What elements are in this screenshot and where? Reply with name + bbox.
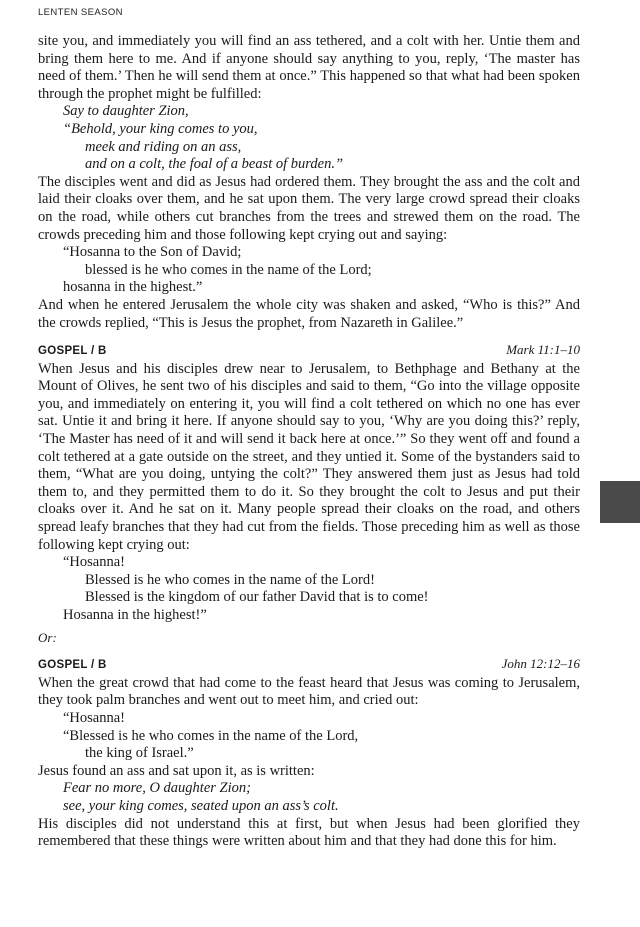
verse-line: see, your king comes, seated upon an ass’s colt. — [63, 797, 339, 814]
gospel-john-middle-paragraph: Jesus found an ass and sat upon it, as is written: — [38, 762, 315, 779]
verse-line: Fear no more, O daughter Zion; — [63, 780, 251, 797]
section-label: GOSPEL / B — [38, 345, 107, 358]
thumb-index-tab — [600, 481, 640, 523]
verse-line: Blessed is the kingdom of our father David that is to come! — [85, 589, 429, 606]
gospel-john-closing-paragraph: His disciples did not understand this at first, but when Jesus had been glorified they remembered that these things were written about him and that they had done this for him. — [38, 815, 580, 850]
scripture-citation: John 12:12–16 — [501, 656, 580, 672]
verse-line: “Hosanna! — [63, 554, 126, 571]
verse-line: Say to daughter Zion, — [63, 103, 189, 120]
reading-intro-paragraph: site you, and immediately you will find an ass tethered, and a colt with her. Untie them and bring them here to me. And if anyone should say anything to you, reply, ‘The master has need of them.’ Then he will send them at once.” This happened so that what had been spoken through the prophet might be fulfilled: — [38, 33, 580, 102]
verse-line: “Hosanna to the Son of David; — [63, 244, 242, 261]
section-label: GOSPEL / B — [38, 659, 107, 672]
verse-line: “Hosanna! — [63, 709, 126, 726]
verse-line: the king of Israel.” — [85, 745, 194, 762]
verse-line: blessed is he who comes in the name of the Lord; — [85, 261, 372, 278]
page-body — [38, 33, 580, 851]
verse-line: hosanna in the highest.” — [63, 279, 203, 296]
gospel-john-paragraph: When the great crowd that had come to the feast heard that Jesus was coming to Jerusalem, they took palm branches and went out to meet him, and cried out: — [38, 674, 580, 709]
verse-line: meek and riding on an ass, — [85, 138, 242, 155]
reading-closing-paragraph: And when he entered Jerusalem the whole city was shaken and asked, “Who is this?” And the crowds replied, “This is Jesus the prophet, from Nazareth in Galilee.” — [38, 296, 580, 331]
gospel-john-heading — [38, 655, 580, 675]
verse-line: “Behold, your king comes to you, — [63, 120, 258, 137]
running-head: LENTEN SEASON — [38, 7, 123, 18]
alternative-label: Or: — [38, 629, 57, 645]
reading-middle-paragraph: The disciples went and did as Jesus had ordered them. They brought the ass and the colt and laid their cloaks over them, and he sat upon them. The very large crowd spread their cloaks on the road, while others cut branches from the trees and strewed them on the road. The crowds preceding him and those following kept crying out and saying: — [38, 173, 580, 243]
verse-line: and on a colt, the foal of a beast of burden.” — [85, 156, 344, 173]
verse-line: Blessed is he who comes in the name of the Lord! — [85, 571, 375, 588]
gospel-mark-paragraph: When Jesus and his disciples drew near to Jerusalem, to Bethphage and Bethany at the Mount of Olives, he sent two of his disciples and said to them, “Go into the village opposite you, and immediately on entering it, you will find a colt tethered on which no one has ever sat. Untie it and bring it here. If anyone should say to you, ‘Why are you doing this?’ reply, ‘The Master has need of it and will send it back here at once.’” So they went off and found a colt tethered at a gate outside on the street, and they untied it. Some of the bystanders said to them, “What are you doing, untying the colt?” They answered them just as Jesus had told them to, and they permitted them to do it. So they brought the colt to Jesus and put their cloaks over it. And he sat on it. Many people spread their cloaks on the road, and others spread leafy branches that they had cut from the fields. Those preceding him as well as those following kept crying out: — [38, 360, 580, 553]
verse-line: “Blessed is he who comes in the name of the Lord, — [63, 727, 359, 744]
gospel-mark-heading — [38, 341, 580, 361]
scripture-citation: Mark 11:1–10 — [506, 342, 580, 358]
verse-line: Hosanna in the highest!” — [63, 607, 207, 623]
